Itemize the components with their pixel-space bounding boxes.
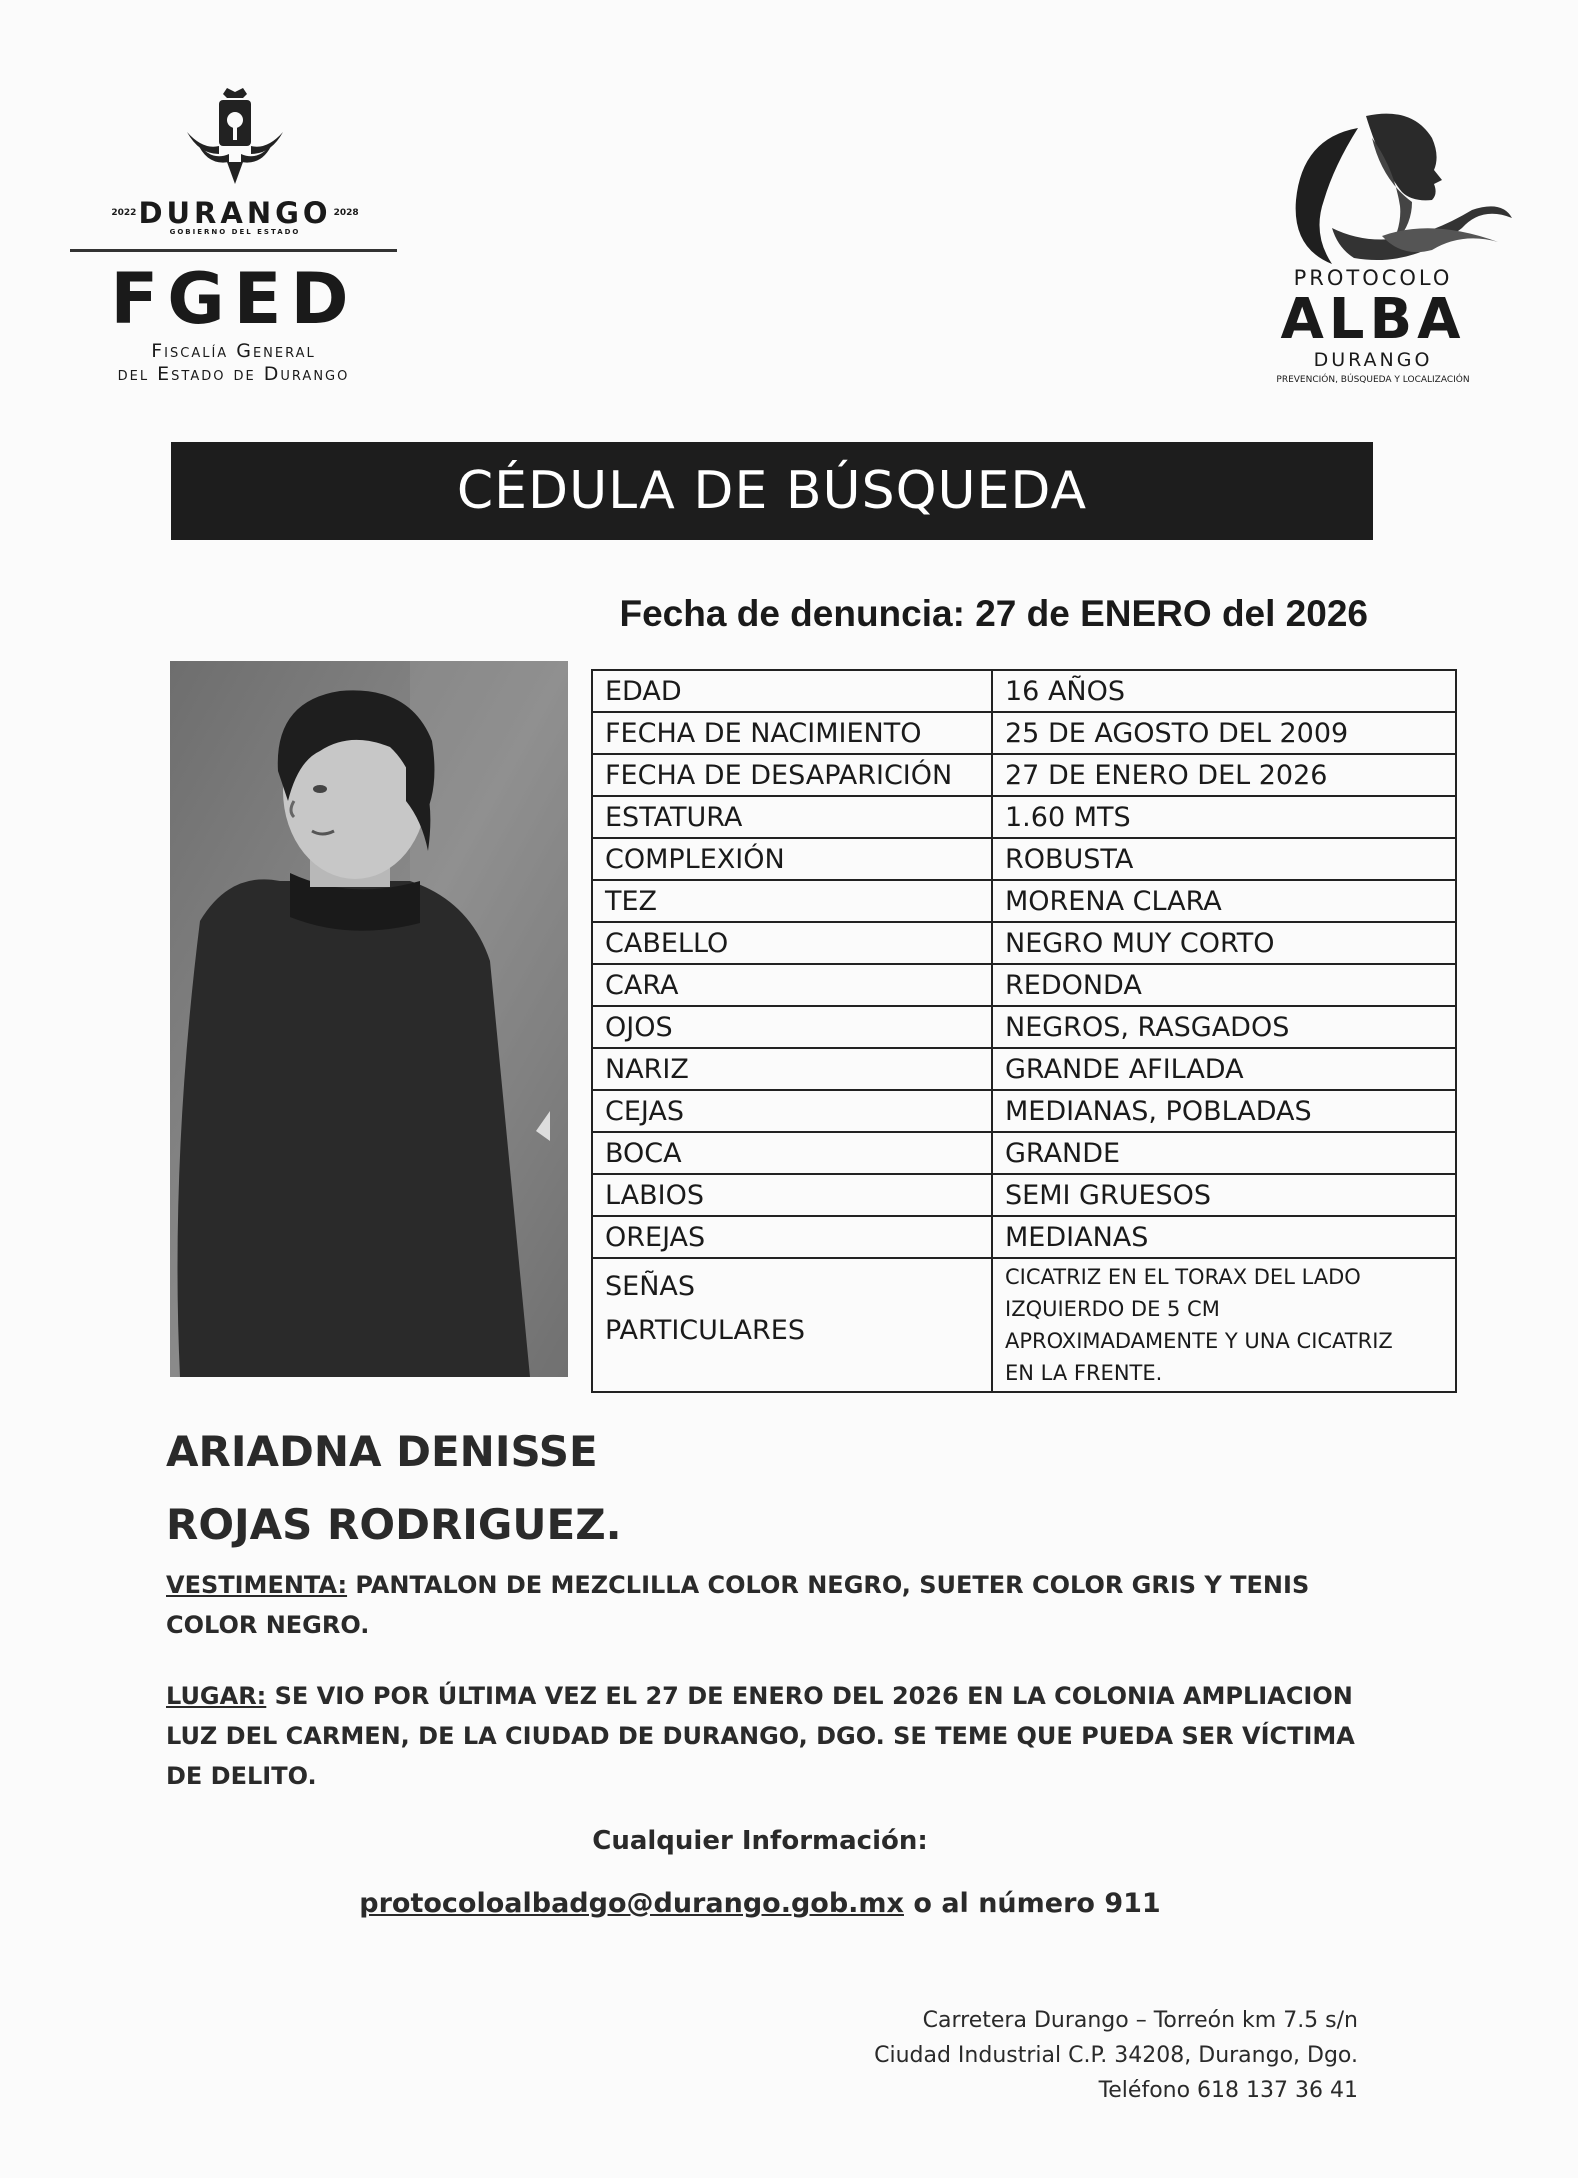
field-value-line: IZQUIERDO DE 5 CM [1005,1297,1220,1321]
table-row [592,1132,1456,1174]
contact-phone-text: o al número 911 [903,1888,1161,1919]
person-details-table [591,669,1457,1393]
lugar-label: LUGAR: [166,1682,267,1710]
table-row [592,964,1456,1006]
vestimenta-text: PANTALON DE MEZCLILLA COLOR NEGRO, SUETER COLOR GRIS Y TENIS COLOR NEGRO. [166,1571,1310,1639]
field-label-line: PARTICULARES [605,1315,805,1346]
field-value: NEGROS, RASGADOS [992,1006,1456,1048]
woman-profile-icon [1262,108,1512,268]
field-value: 16 AÑOS [992,670,1456,712]
field-label: LABIOS [592,1174,992,1216]
field-label: TEZ [592,880,992,922]
field-label: OJOS [592,1006,992,1048]
fecha-denuncia: Fecha de denuncia: 27 de ENERO del 2026 [619,593,1368,634]
field-label: CABELLO [592,922,992,964]
missing-person-photo [170,661,568,1377]
fiscalia-line-2: del Estado de Durango [117,363,350,385]
table-row [592,880,1456,922]
address-line-1: Carretera Durango – Torreón km 7.5 s/n [922,2008,1358,2033]
field-label: FECHA DE DESAPARICIÓN [592,754,992,796]
field-value: 25 DE AGOSTO DEL 2009 [992,712,1456,754]
table-row [592,1174,1456,1216]
durango-crest-icon [183,88,287,188]
address-line-3: Teléfono 618 137 36 41 [1098,2078,1358,2103]
field-value: ROBUSTA [992,838,1456,880]
gobierno-label: GOBIERNO DEL ESTADO [169,228,301,236]
lugar-paragraph [166,1676,1376,1796]
field-value-line: EN LA FRENTE. [1005,1361,1163,1385]
page-title: CÉDULA DE BÚSQUEDA [456,461,1088,521]
vestimenta-label: VESTIMENTA: [166,1571,348,1599]
vestimenta-paragraph [166,1565,1376,1645]
field-label: EDAD [592,670,992,712]
field-value-line: CICATRIZ EN EL TORAX DEL LADO [1005,1265,1361,1289]
alba-logo-text: ALBA [1280,287,1466,352]
table-row [592,754,1456,796]
year-start: 2022 [111,208,137,218]
field-value: MEDIANAS [992,1216,1456,1258]
field-value-line: APROXIMADAMENTE Y UNA CICATRIZ [1005,1329,1393,1353]
alba-durango-label: DURANGO [1313,349,1433,371]
contact-line [300,1888,1220,1919]
table-row [592,1090,1456,1132]
field-label: COMPLEXIÓN [592,838,992,880]
field-value [992,1258,1456,1392]
field-label: CEJAS [592,1090,992,1132]
durango-name: DURANGO [138,196,332,230]
address-line-2: Ciudad Industrial C.P. 34208, Durango, Dgo. [874,2043,1358,2068]
table-row [592,1006,1456,1048]
table-row [592,1048,1456,1090]
contact-email-link[interactable]: protocoloalbadgo@durango.gob.mx [359,1888,904,1919]
field-label: FECHA DE NACIMIENTO [592,712,992,754]
field-value: GRANDE [992,1132,1456,1174]
table-row [592,922,1456,964]
protocolo-label: PROTOCOLO [1293,266,1453,290]
field-label: CARA [592,964,992,1006]
table-row [592,670,1456,712]
contact-heading: Cualquier Información: [592,1826,928,1856]
field-label: ESTATURA [592,796,992,838]
person-name-line-1: ARIADNA DENISSE [166,1427,598,1476]
fiscalia-line-1: Fiscalía General [151,340,316,362]
field-value: 27 DE ENERO DEL 2026 [992,754,1456,796]
lugar-text: SE VIO POR ÚLTIMA VEZ EL 27 DE ENERO DEL 2026 EN LA COLONIA AMPLIACION LUZ DEL CARMEN, DE LA CIUDAD DE DURANGO, DGO. SE TEME QUE PUEDA SER VÍCTIMA DE DELITO. [166,1682,1355,1790]
field-value: MORENA CLARA [992,880,1456,922]
year-end: 2028 [333,208,359,218]
alba-tagline: PREVENCIÓN, BÚSQUEDA Y LOCALIZACIÓN [1276,375,1470,385]
field-label-line: SEÑAS [605,1271,696,1302]
table-row [592,1258,1456,1392]
field-value: GRANDE AFILADA [992,1048,1456,1090]
field-label: BOCA [592,1132,992,1174]
table-row [592,712,1456,754]
field-value: MEDIANAS, POBLADAS [992,1090,1456,1132]
field-label: NARIZ [592,1048,992,1090]
field-value: SEMI GRUESOS [992,1174,1456,1216]
table-row [592,1216,1456,1258]
person-name-line-2: ROJAS RODRIGUEZ. [166,1500,622,1549]
durango-wordmark [110,196,360,230]
table-row [592,796,1456,838]
field-label [592,1258,992,1392]
field-value: 1.60 MTS [992,796,1456,838]
field-value: NEGRO MUY CORTO [992,922,1456,964]
logo-divider [70,249,397,252]
field-value: REDONDA [992,964,1456,1006]
table-row [592,838,1456,880]
fged-logo-text: FGED [110,258,358,340]
field-label: OREJAS [592,1216,992,1258]
